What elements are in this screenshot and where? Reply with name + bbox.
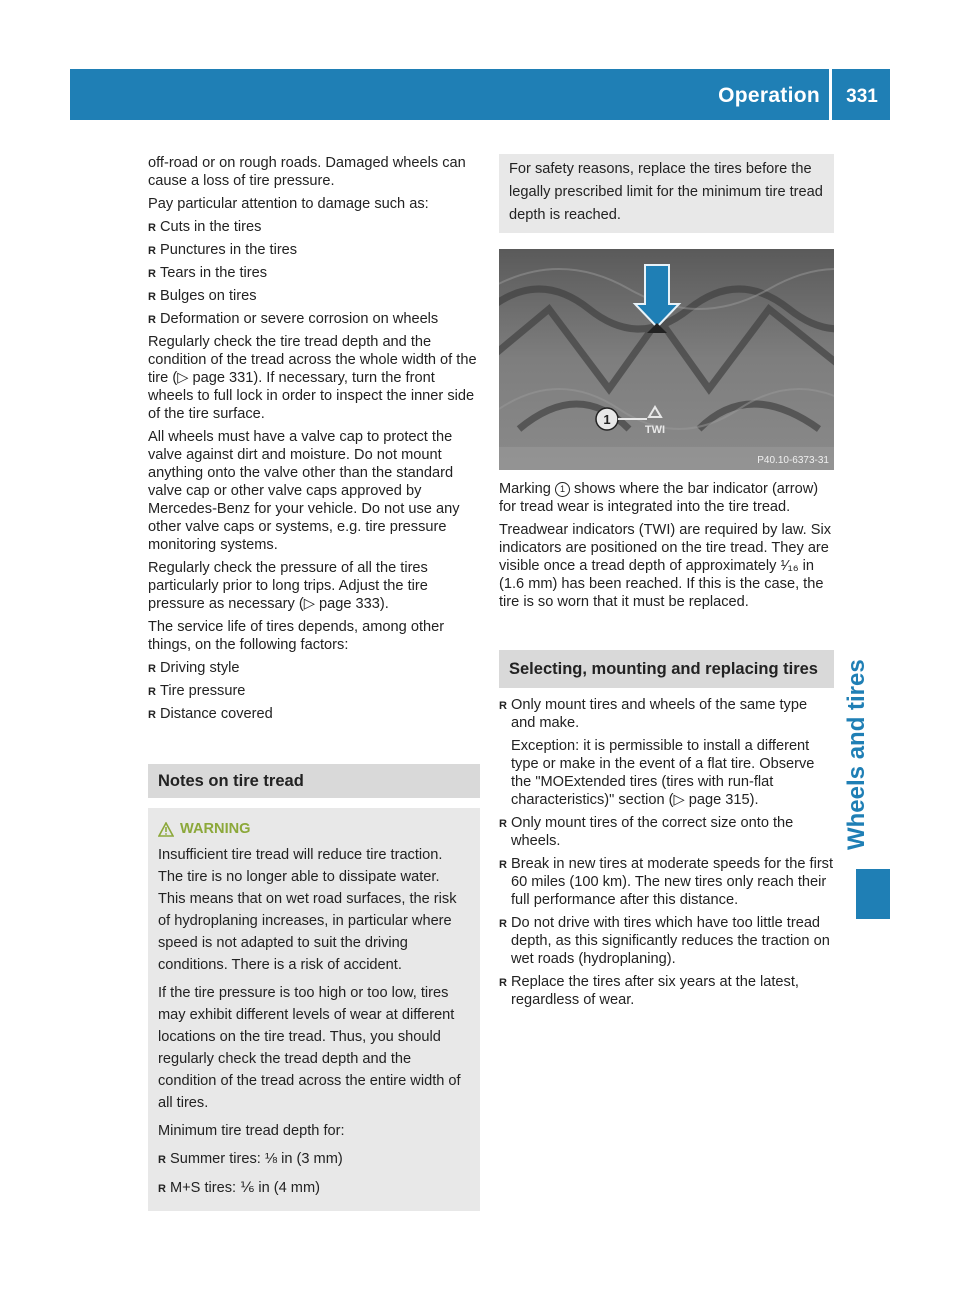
side-tab-label: Wheels and tires	[843, 659, 870, 850]
list-item: R Distance covered	[148, 705, 480, 723]
warning-triangle-icon	[158, 822, 174, 837]
paragraph: Regularly check the pressure of all the tires particularly prior to long trips. Adjust the tire pressure as necessary (▷ page 333).	[148, 560, 428, 612]
marker-1-icon: 1	[555, 482, 570, 497]
mounting-list	[499, 696, 834, 1009]
paragraph: off-road or on rough roads. Damaged wheels can cause a loss of tire pressure.	[148, 155, 466, 189]
list-item: R Tears in the tires	[148, 264, 480, 282]
list-item: R Summer tires: ⅛ in (3 mm)	[158, 1148, 470, 1170]
figure-code: P40.10-6373-31	[757, 455, 829, 466]
warning-box	[148, 808, 480, 1211]
list-item: R Punctures in the tires	[148, 241, 480, 259]
header-separator	[829, 69, 832, 120]
tire-tread-figure	[499, 249, 834, 470]
list-item: R Bulges on tires	[148, 287, 480, 305]
list-item	[499, 696, 834, 809]
list-item: R Cuts in the tires	[148, 218, 480, 236]
paragraph: The service life of tires depends, among other things, on the following factors:	[148, 619, 445, 653]
left-column	[148, 154, 480, 1211]
tire-tread-illustration	[499, 249, 834, 470]
marking-text-end: shows where the bar indicator (arrow) for tread wear is integrated into the tire tread.	[499, 481, 819, 515]
warning-label: WARNING	[180, 821, 251, 837]
marking-text-start: Marking	[499, 481, 555, 497]
side-tab-marker	[856, 869, 890, 919]
list-item: R Break in new tires at moderate speeds for the first 60 miles (100 km). The new tires only reach their full performance after this distance.	[499, 855, 834, 909]
section-heading: Selecting, mounting and replacing tires	[499, 650, 834, 688]
paragraph: Treadwear indicators (TWI) are required by law. Six indicators are positioned on the tire tread. They are visible once a tread depth of approximately ¹⁄₁₆ in (1.6 mm) has been reached. If this is the case, the tire is so worn that it must be replaced.	[499, 522, 831, 610]
warning-title	[158, 818, 470, 840]
paragraph: Regularly check the tire tread depth and the condition of the tread across the whole width of the tire (▷ page 331). If necessary, turn the front wheels to full lock in order to inspect the inner side of the tire surface.	[148, 334, 477, 422]
list-item: R M+S tires: ⅙ in (4 mm)	[158, 1177, 470, 1199]
twi-label: TWI	[644, 424, 666, 436]
paragraph: All wheels must have a valve cap to protect the valve against dirt and moisture. Do not mount anything onto the valve other than the standard valve cap or other valve caps approved by Mercedes-Benz for your vehicle. Do not use any other valve caps or systems, e.g. tire pressure monitoring systems.	[148, 429, 460, 553]
figure-marker-1: 1	[603, 412, 611, 427]
factors-list	[148, 659, 480, 723]
section-title: Operation	[718, 84, 820, 107]
exception-note: Exception: it is permissible to install a different type or make in the event of a flat tire. Observe the "MOExtended tires (tires with run-flat characteristics)" section (▷ page 315).	[511, 738, 815, 808]
tread-depth-list	[158, 1148, 470, 1199]
list-item: R Deformation or severe corrosion on wheels	[148, 310, 480, 328]
paragraph: Pay particular attention to damage such as:	[148, 196, 429, 212]
list-item: R Driving style	[148, 659, 480, 677]
page-number: 331	[846, 86, 878, 107]
paragraph: If the tire pressure is too high or too low, tires may exhibit different levels of wear at different locations on the tire tread. Thus, you should regularly check the tread depth and the condition of the tread across the entire width of all tires.	[158, 985, 461, 1111]
safety-note: For safety reasons, replace the tires before the legally prescribed limit for the minimum tire tread depth is reached.	[499, 154, 834, 233]
marking-paragraph	[499, 480, 834, 516]
list-item: R Tire pressure	[148, 682, 480, 700]
list-item-text: R Only mount tires and wheels of the same type and make.	[511, 697, 808, 731]
damage-list	[148, 218, 480, 328]
paragraph: Minimum tire tread depth for:	[158, 1123, 345, 1139]
list-item: R Replace the tires after six years at the latest, regardless of wear.	[499, 973, 834, 1009]
right-column	[499, 154, 834, 1014]
paragraph: Insufficient tire tread will reduce tire traction. The tire is no longer able to dissipate water. This means that on wet road surfaces, the risk of hydroplaning increases, in particular where speed is not adapted to suit the driving conditions. There is a risk of accident.	[158, 847, 457, 973]
list-item: R Do not drive with tires which have too little tread depth, as this significantly reduces the traction on wet roads (hydroplaning).	[499, 914, 834, 968]
list-item: R Only mount tires of the correct size onto the wheels.	[499, 814, 834, 850]
section-heading: Notes on tire tread	[148, 764, 480, 798]
